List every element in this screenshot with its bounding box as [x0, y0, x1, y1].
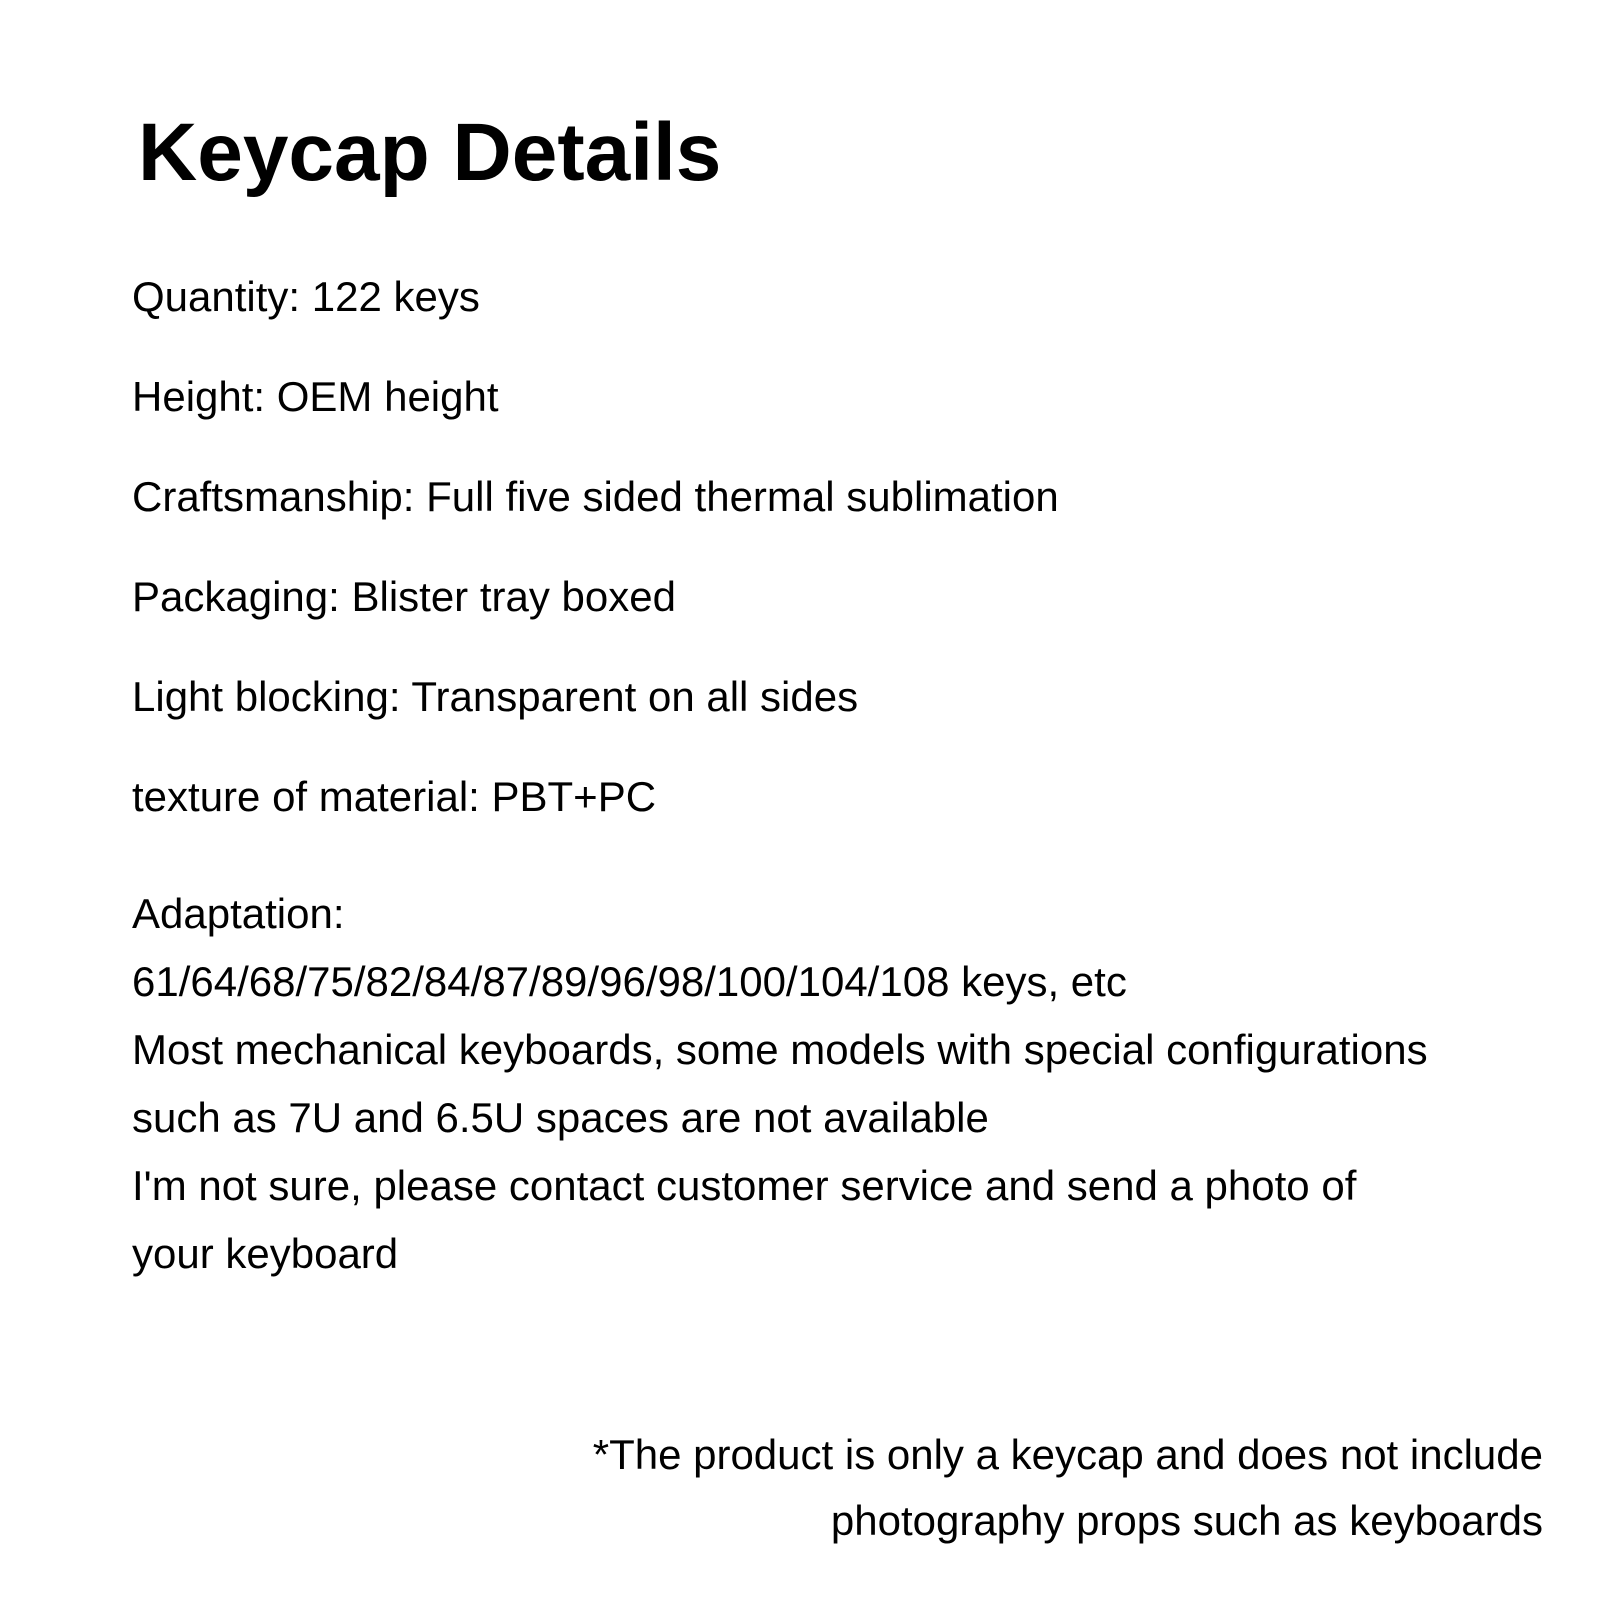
- footnote-line-2: photography props such as keyboards: [830, 1497, 1543, 1544]
- spec-height: Height: OEM height: [132, 373, 499, 420]
- adaptation-line-keys: 61/64/68/75/82/84/87/89/96/98/100/104/108 keys, etc: [132, 958, 1127, 1005]
- page-title: Keycap Details: [138, 107, 722, 198]
- footnote: [593, 1422, 1543, 1554]
- spec-light-blocking: Light blocking: Transparent on all sides: [132, 673, 859, 720]
- adaptation-line-models: Most mechanical keyboards, some models with special configurations: [132, 1026, 1428, 1073]
- adaptation-line-spaces: such as 7U and 6.5U spaces are not available: [132, 1094, 989, 1141]
- spec-quantity: Quantity: 122 keys: [132, 273, 480, 320]
- spec-packaging: Packaging: Blister tray boxed: [132, 573, 676, 620]
- spec-list: [132, 273, 1059, 876]
- spec-craftsmanship: Craftsmanship: Full five sided thermal sublimation: [132, 473, 1059, 520]
- adaptation-line-contact: I'm not sure, please contact customer service and send a photo of: [132, 1162, 1357, 1209]
- adaptation-section: [132, 880, 1428, 1288]
- adaptation-line-keyboard: your keyboard: [132, 1230, 399, 1277]
- footnote-line-1: *The product is only a keycap and does not include: [592, 1431, 1543, 1478]
- spec-material: texture of material: PBT+PC: [132, 773, 657, 820]
- adaptation-label: Adaptation:: [132, 890, 345, 937]
